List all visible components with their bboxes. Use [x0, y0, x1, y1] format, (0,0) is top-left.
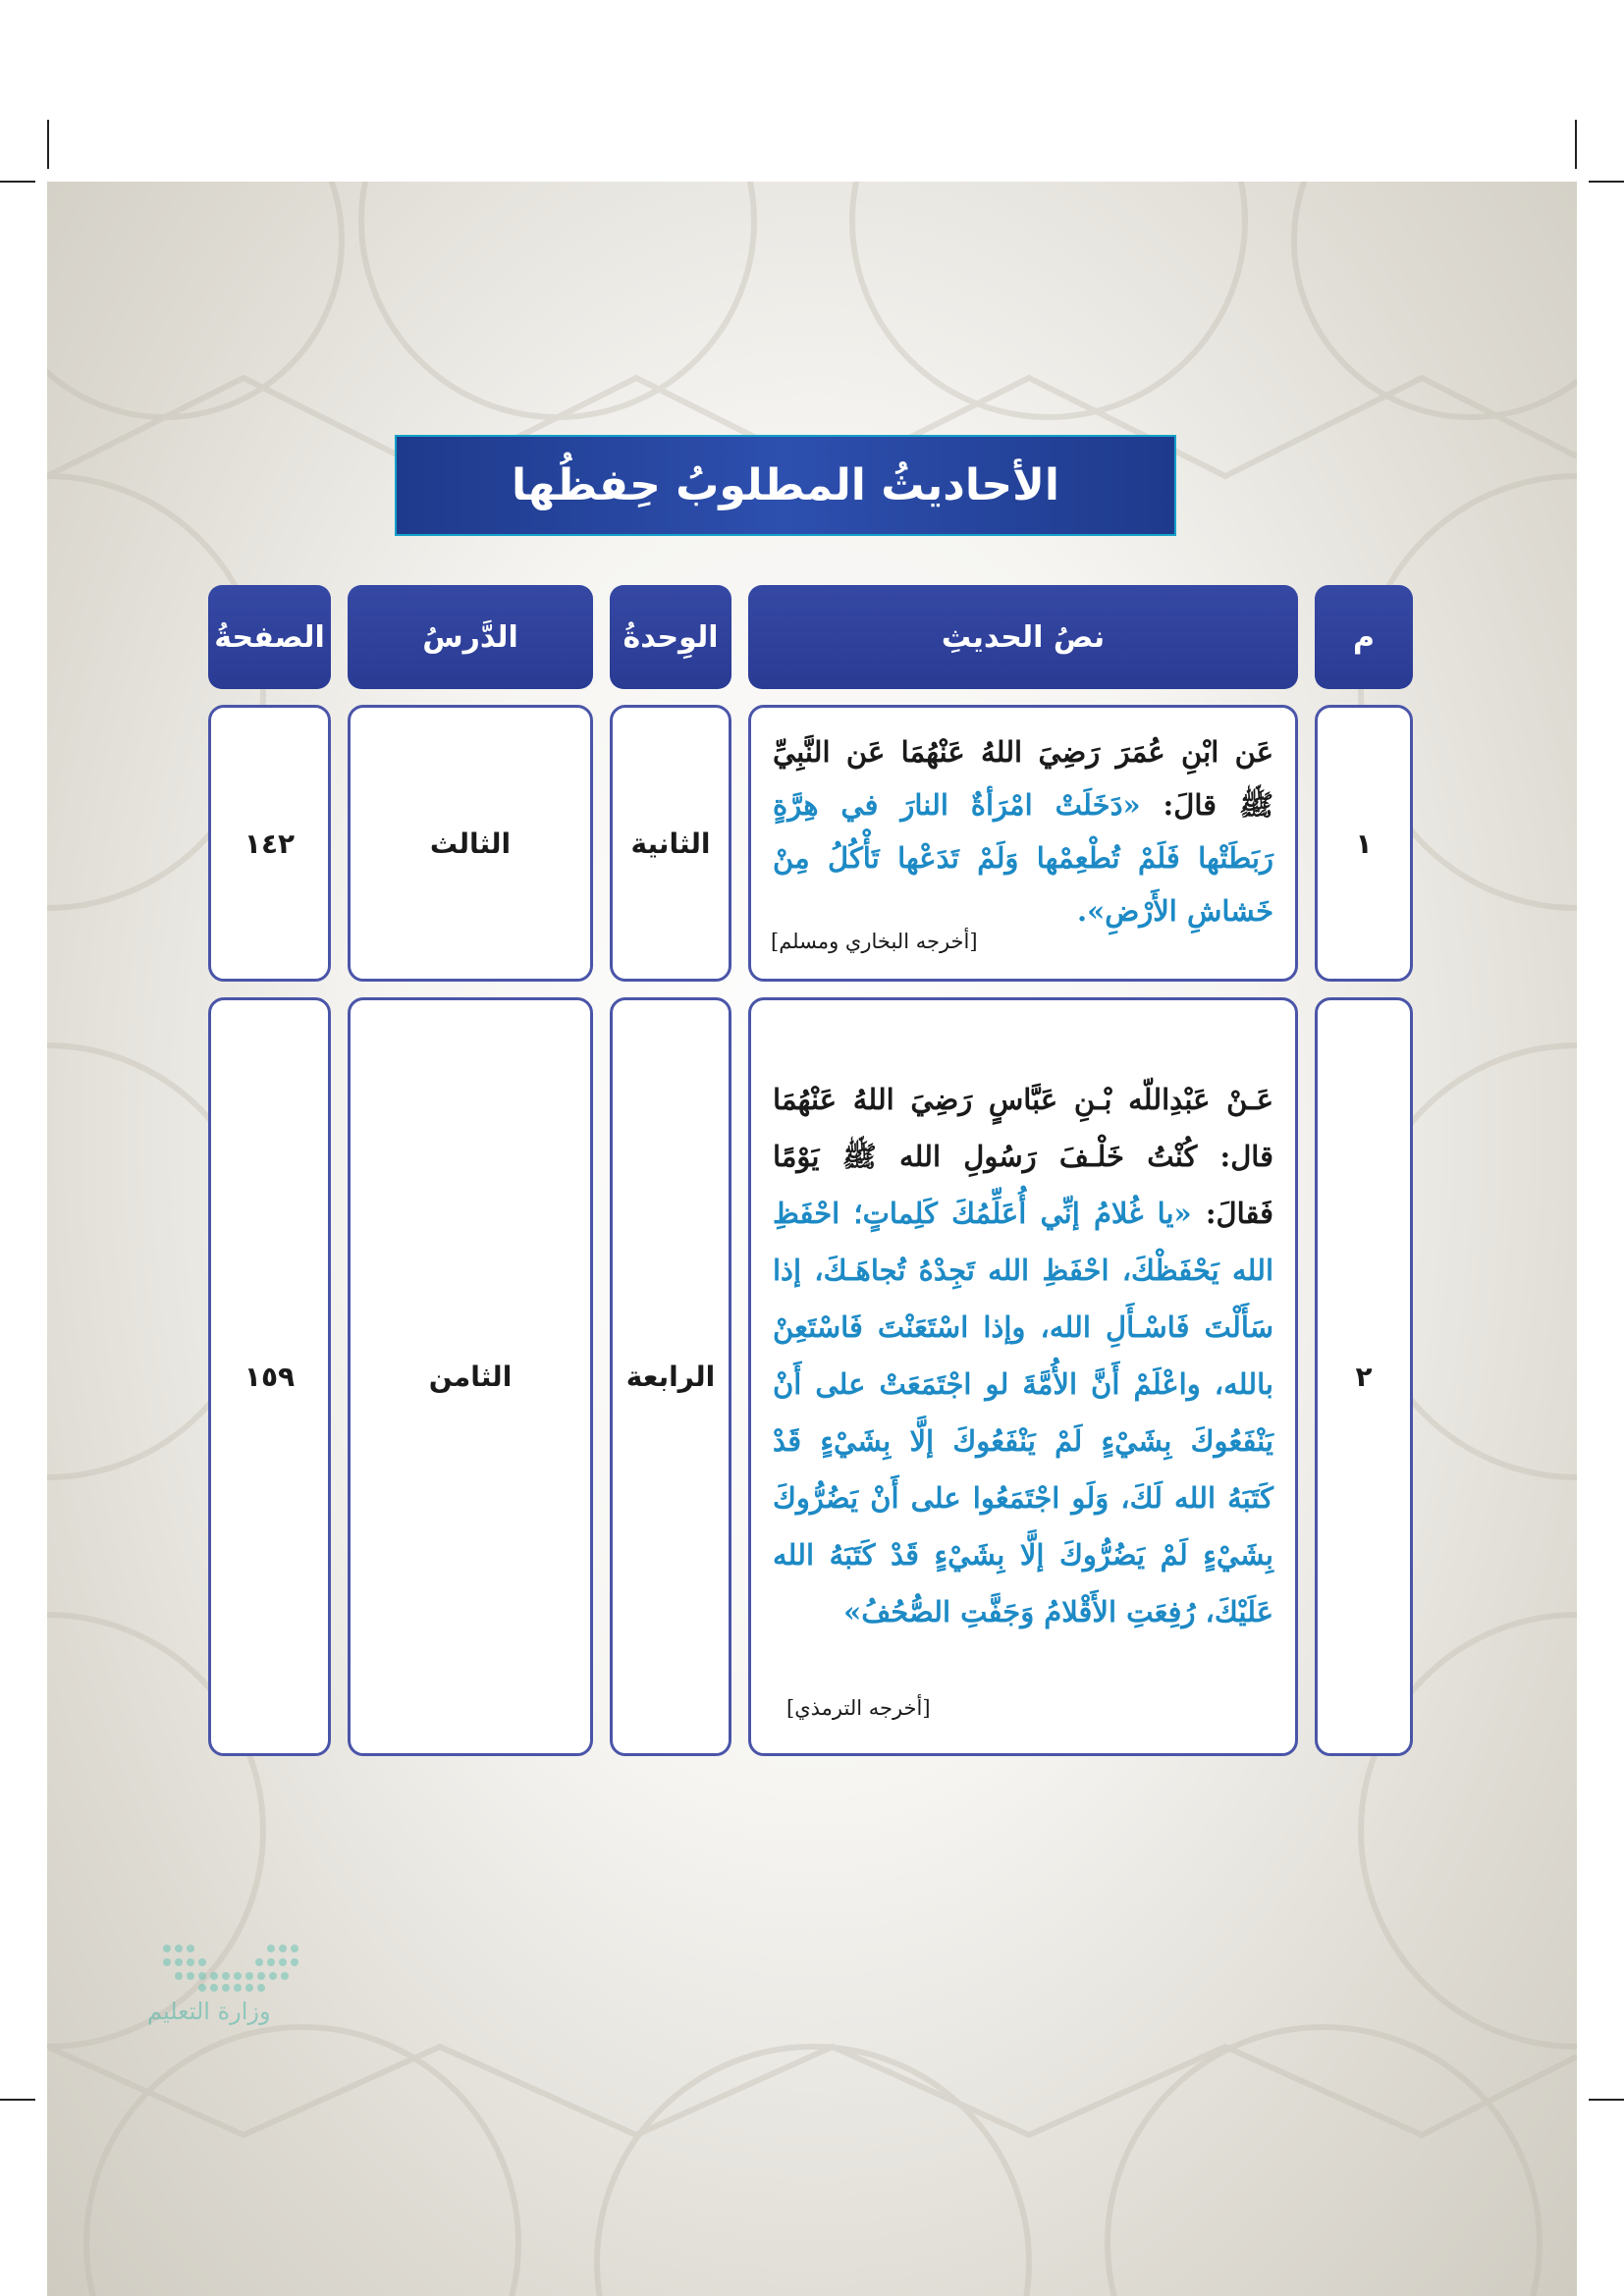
row-2-num: ٢: [1315, 997, 1413, 1756]
row-2-lesson: الثامن: [348, 997, 593, 1756]
ministry-logo: [147, 1939, 304, 2025]
row-1-source: [أخرجه البخاري ومسلم]: [771, 930, 978, 953]
row-2-narration: عَـنْ عَبْدِاللّه بْـنِ عَبَّاسٍ رَضِيَ اللهُ عَنْهُمَا قال: كُنْتُ خَلْـفَ رَسُولِ الله ﷺ يَوْمًا فَقالَ:: [773, 1083, 1273, 1230]
header-num: م: [1315, 585, 1413, 689]
ministry-name: وزارة التعليم: [147, 1998, 271, 2025]
row-1-lesson: الثالث: [348, 705, 593, 982]
row-1-num: ١: [1315, 705, 1413, 982]
header-hadith-text: نصُ الحديثِ: [748, 585, 1298, 689]
page-title: الأحاديثُ المطلوبُ حِفظُها: [512, 460, 1059, 510]
header-lesson: الدَّرسُ: [348, 585, 593, 689]
crop-mark: [1575, 120, 1577, 169]
row-1-quote: «دَخَلَتْ امْرَأةٌ النارَ في هِرَّةٍ رَبَطَتْها فَلَمْ تُطْعِمْها وَلَمْ تَدَعْها تَأْكُلُ مِنْ خَشاشِ الأَرْضِ».: [773, 788, 1273, 928]
crop-mark: [1589, 2099, 1624, 2101]
crop-mark: [0, 181, 35, 183]
row-2-quote: «يا غُلامُ إنِّي أُعَلِّمُكَ كَلِماتٍ؛ احْفَظِ الله يَحْفَظْكَ، احْفَظِ الله تَجِدْهُ تُجاهَـكَ، إذا سَأَلْتَ فَاسْـأَلِ الله، وإذا اسْتَعَنْتَ فَاسْتَعِنْ بالله، واعْلَمْ أَنَّ الأُمَّةَ لو اجْتَمَعَتْ على أَنْ يَنْفَعُوكَ بِشَيْءٍ لَمْ يَنْفَعُوكَ إلَّا بِشَيْءٍ قَدْ كَتَبَهُ الله لَكَ، وَلَو اجْتَمَعُوا على أَنْ يَضُرُّوكَ بِشَيْءٍ لَمْ يَضُرُّوكَ إلَّا بِشَيْءٍ قَدْ كَتَبَهُ الله عَلَيْكَ، رُفِعَتِ الأَقْلامُ وَجَفَّتِ الصُّحُفُ»: [773, 1197, 1273, 1629]
row-2-hadith: [748, 997, 1298, 1756]
crop-mark: [1589, 181, 1624, 183]
header-unit: الوِحدةُ: [610, 585, 731, 689]
row-1-narration: عَن ابْنِ عُمَرَ رَضِيَ اللهُ عَنْهُمَا عَن النَّبِيِّ ﷺ قالَ:: [773, 735, 1273, 822]
ministry-logo-icon: [157, 1939, 304, 1994]
page-title-banner: [395, 435, 1176, 536]
row-1-hadith: [748, 705, 1298, 982]
header-page: الصفحةُ: [208, 585, 331, 689]
crop-mark: [47, 120, 49, 169]
row-2-page: ١٥٩: [208, 997, 331, 1756]
row-2-source: [أخرجه الترمذي]: [786, 1696, 931, 1720]
row-1-unit: الثانية: [610, 705, 731, 982]
row-1-page: ١٤٢: [208, 705, 331, 982]
row-2-unit: الرابعة: [610, 997, 731, 1756]
crop-mark: [0, 2099, 35, 2101]
